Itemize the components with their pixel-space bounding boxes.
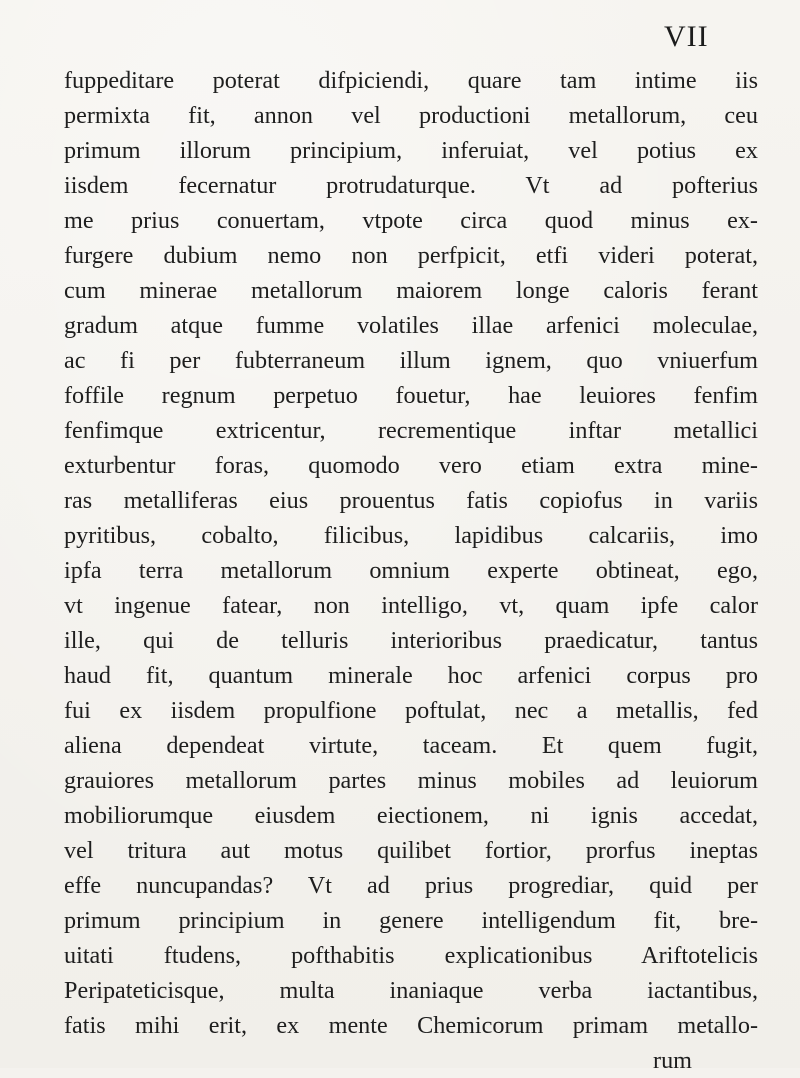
- body-text: [64, 63, 758, 1078]
- text-line: iisdem fecernatur protrudaturque. Vt ad pofterius: [64, 172, 758, 199]
- text-line: effe nuncupandas? Vt ad prius progrediar, quid per: [64, 872, 758, 899]
- text-line: ille, qui de telluris interioribus praedicatur, tantus: [64, 627, 758, 654]
- text-line: foffile regnum perpetuo fouetur, hae leuiores fenfim: [64, 382, 758, 409]
- text-line: ac fi per fubterraneum illum ignem, quo vniuerfum: [64, 347, 758, 374]
- text-line: me prius conuertam, vtpote circa quod minus ex-: [64, 207, 758, 234]
- text-line: ras metalliferas eius prouentus fatis copiofus in variis: [64, 487, 758, 514]
- page-number: VII: [664, 20, 709, 53]
- text-line: fenfimque extricentur, recrementique inftar metallici: [64, 417, 758, 444]
- text-line: pyritibus, cobalto, filicibus, lapidibus calcariis, imo: [64, 522, 758, 549]
- text-line: haud fit, quantum minerale hoc arfenici corpus pro: [64, 662, 758, 689]
- text-line: exturbentur foras, quomodo vero etiam extra mine-: [64, 452, 758, 479]
- text-line: fatis mihi erit, ex mente Chemicorum primam metallo-: [64, 1012, 758, 1039]
- text-line: grauiores metallorum partes minus mobiles ad leuiorum: [64, 767, 758, 794]
- text-line: fuppeditare poterat difpiciendi, quare tam intime iis: [64, 67, 758, 94]
- text-line: mobiliorumque eiusdem eiectionem, ni ignis accedat,: [64, 802, 758, 829]
- text-line: vel tritura aut motus quilibet fortior, prorfus ineptas: [64, 837, 758, 864]
- text-line: uitati ftudens, pofthabitis explicationibus Ariftotelicis: [64, 942, 758, 969]
- text-line: permixta fit, annon vel productioni metallorum, ceu: [64, 102, 758, 129]
- text-line: aliena dependeat virtute, taceam. Et quem fugit,: [64, 732, 758, 759]
- text-line: vt ingenue fatear, non intelligo, vt, quam ipfe calor: [64, 592, 758, 619]
- text-line: primum illorum principium, inferuiat, vel potius ex: [64, 137, 758, 164]
- text-line: fui ex iisdem propulfione poftulat, nec a metallis, fed: [64, 697, 758, 724]
- text-line: cum minerae metallorum maiorem longe caloris ferant: [64, 277, 758, 304]
- text-line: furgere dubium nemo non perfpicit, etfi videri poterat,: [64, 242, 758, 269]
- text-line: primum principium in genere intelligendum fit, bre-: [64, 907, 758, 934]
- catchword: rum: [653, 1047, 692, 1074]
- text-line: ipfa terra metallorum omnium experte obtineat, ego,: [64, 557, 758, 584]
- text-line: gradum atque fumme volatiles illae arfenici moleculae,: [64, 312, 758, 339]
- text-line: Peripateticisque, multa inaniaque verba iactantibus,: [64, 977, 758, 1004]
